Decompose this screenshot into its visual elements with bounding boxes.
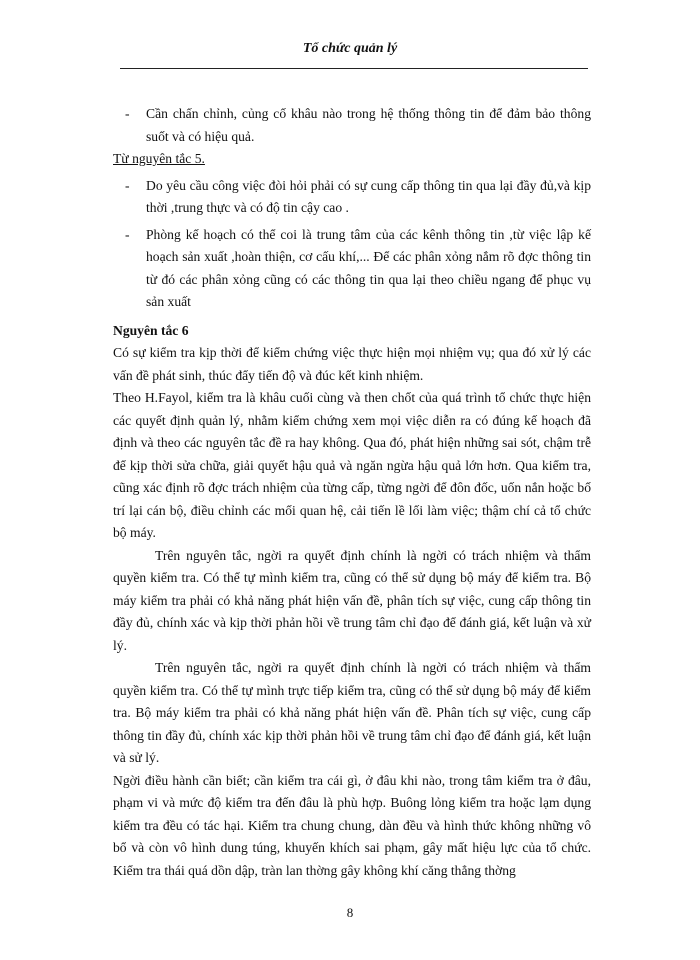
bullet-text: Do yêu cầu công việc đòi hỏi phải có sự cung cấp thông tin qua lại đầy đủ,và kịp thời ,trung thực và có độ tin cậy cao . <box>146 177 591 215</box>
page-header-title: Tổ chức quản lý <box>302 41 398 56</box>
page-number: 8 <box>346 905 354 920</box>
bullet-item <box>125 224 591 314</box>
body-paragraph: Trên nguyên tắc, ngời ra quyết định chính là ngời có trách nhiệm và thẩm quyền kiểm tra. Có thể tự mình trực tiếp kiểm tra, cũng có thể sử dụng bộ máy để kiểm tra. Bộ máy kiểm tra phải có khả năng phát hiện vấn đề. Phân tích sự việc, cung cấp thông tin đầy đủ, chính xác kịp thời phản hồi về trung tâm chỉ đạo để đánh giá, kết luận và sử lý. <box>113 660 591 765</box>
header-divider <box>120 68 588 69</box>
bullet-item <box>125 175 591 220</box>
bullet-text: Phòng kế hoạch có thể coi là trung tâm của các kênh thông tin ,từ việc lập kế hoạch sản xuất ,hoàn thiện, cơ cấu khí,... Để các phân xỏng nắm rõ đợc thông tin từ đó các phân xỏng cũng có các thông tin qua lại theo chiều ngang để phục vụ sản xuất <box>146 226 591 309</box>
bullet-dash: - <box>125 106 130 121</box>
section-heading: Nguyên tắc 6 <box>113 322 189 338</box>
body-paragraph: Có sự kiểm tra kịp thời để kiểm chứng việc thực hiện mọi nhiệm vụ; qua đó xử lý các vấn đề phát sinh, thúc đẩy tiến độ và đúc kết kinh nhiệm. <box>113 345 591 383</box>
bullet-dash: - <box>125 177 130 193</box>
body-paragraph: Ngời điều hành cần biết; cần kiểm tra cái gì, ở đâu khi nào, trong tâm kiểm tra ở đâu, phạm vi và mức độ kiểm tra đến đâu là phù hợp. Buông lỏng kiểm tra hoặc lạm dụng kiểm tra đều có tác hại. Kiểm tra chung chung, dàn đều và hình thức không những vô bổ và còn vô hình dung túng, khuyến khích sai phạm, gây mất hiệu lực của tổ chức. Kiểm tra thái quá dồn dập, tràn lan thờng gây không khí căng thẳng thờng <box>113 772 591 878</box>
body-paragraph: Theo H.Fayol, kiểm tra là khâu cuối cùng và then chốt của quá trình tổ chức thực hiện các quyết định quản lý, nhằm kiểm chứng xem mọi việc diễn ra có đúng kế hoạch đã định và theo các nguyên tắc đề ra hay không. Qua đó, phát hiện những sai sót, chậm trễ để kịp thời sửa chữa, giải quyết hậu quả và ngăn ngừa hậu quả lớn hơn. Qua kiểm tra, cũng xác định rõ đợc trách nhiệm của từng cấp, từng ngời để đôn đốc, uốn nắn hoặc bố trí lại cán bộ, điều chỉnh các mối quan hệ, cải tiến lề lối làm việc; thậm chí cả tổ chức bộ máy. <box>113 390 591 540</box>
document-body <box>113 103 591 882</box>
section-subheading: Từ nguyên tắc 5. <box>113 151 205 166</box>
bullet-dash: - <box>125 226 130 242</box>
bullet-text: Cần chấn chỉnh, củng cố khâu nào trong hệ thống thông tin để đảm bảo thông suốt và có hiệu quả. <box>146 106 591 144</box>
body-paragraph: Trên nguyên tắc, ngời ra quyết định chính là ngời có trách nhiệm và thẩm quyền kiểm tra. Có thể tự mình kiểm tra, cũng có thể sử dụng bộ máy để kiểm tra. Bộ máy kiểm tra phải có khả năng phát hiện vấn đề, phân tích sự việc, cung cấp thông tin đầy đủ, chính xác và kịp thời phản hồi về trung tâm chỉ đạo để đánh giá, kết luận và xử lý. <box>113 547 591 653</box>
bullet-item <box>125 103 591 148</box>
